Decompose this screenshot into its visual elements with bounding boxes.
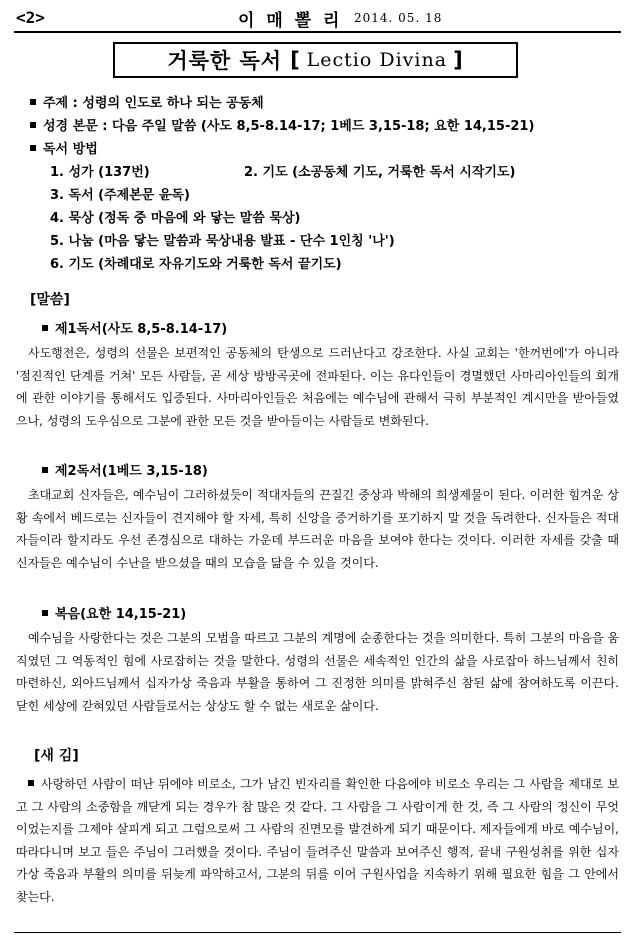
bullet-square-icon — [30, 145, 36, 151]
scripture-text: 성경 본문 : 다음 주일 말씀 (사도 8,5-8.14-17; 1베드 3,15-18; 요한 14,15-21) — [43, 119, 535, 134]
step-row — [30, 230, 620, 253]
theme-line — [30, 92, 620, 115]
step-item: 2. 기도 (소공동체 기도, 거룩한 독서 시작기도) — [244, 165, 516, 180]
reading-paragraph: 사도행전은, 성령의 선물은 보편적인 공동체의 탄생으로 드러난다고 강조한다. 사실 교회는 '한꺼번에'가 아니라 '점진적인 단계를 거쳐' 모든 사람들, 곧 세상 방방곡곳에 전파된다. 이는 유다인들이 경멸했던 사마리아인들의 회개에 관한 이야기를 통해서도 입증된다. 사마리아인들은 처음에는 예수님에 관해서 극히 부분적인 계시만을 받아들였으나, 성령의 도우심으로 그분에 관한 모든 것을 받아들이는 사람들로 변화된다. — [16, 346, 619, 428]
step-item: 1. 성가 (137번) — [50, 165, 150, 180]
bullet-square-icon — [42, 325, 48, 331]
page-number: <2> — [16, 8, 45, 27]
scripture-line — [30, 115, 620, 138]
step-row — [30, 207, 620, 230]
reading-heading-text: 제1독서(사도 8,5-8.14-17) — [55, 322, 228, 337]
title-bracket-close: ] — [453, 48, 464, 72]
word-section-label: [말씀] — [30, 292, 70, 308]
reading-heading-text: 복음(요한 14,15-21) — [55, 607, 187, 622]
reading-2-heading — [42, 460, 208, 479]
document-title — [113, 42, 518, 78]
step-item: 3. 독서 (주제본문 윤독) — [50, 188, 190, 203]
method-label-line — [30, 138, 620, 161]
reflection-body: 사랑하던 사람이 떠난 뒤에야 비로소, 그가 남긴 빈자리를 확인한 다음에야 비로소 우리는 그 사람을 제대로 보고 그 사람의 소중함을 깨닫게 되는 경우가 참 많은 것 같다. 그 사람을 그 사람이게 한 것, 즉 그 사람의 정신이 무엇이었는지를 그제야 살피게 되고 그럼으로써 그 사람의 진면모를 발견하게 되기 때문이다. 제자들에게 바로 예수님이, 따라다니며 보고 들은 주님이 그러했을 것이다. 주님이 들려주신 말씀과 보여주신 행적, 끝내 구원성취를 위한 십자가상 죽음과 부활의 의미를 뒤늦게 파악하고서, 그분의 뒤를 이어 구원사업을 지속하기 위해 필요한 힘을 그 안에서 찾는다. — [16, 777, 619, 904]
publication-title: 이 매 뽈 리 — [238, 11, 343, 31]
title-latin: Lectio Divina — [306, 49, 448, 71]
bottom-divider — [14, 932, 621, 933]
bullet-square-icon — [30, 99, 36, 105]
step-row — [30, 253, 620, 276]
page-header — [14, 6, 621, 32]
header-divider — [14, 31, 621, 33]
title-korean: 거룩한 독서 — [167, 49, 283, 73]
bullet-square-icon — [30, 122, 36, 128]
reading-2-text — [16, 484, 619, 574]
title-bracket-open: [ — [290, 48, 301, 72]
reading-paragraph: 예수님을 사랑한다는 것은 그분의 모범을 따르고 그분의 계명에 순종한다는 것을 의미한다. 특히 그분의 마음을 움직였던 그 역동적인 힘에 사로잡히는 것을 말한다. 성령의 선물은 세속적인 인간의 삶을 사로잡아 하느님께서 친히 마련하신, 외아드님께서 십자가상 죽음과 부활을 통하여 그 진정한 의미를 밝혀주신 참된 삶에 참여하도록 이끈다. 닫힌 세상에 갇혀있던 사람들로서는 상상도 할 수 없는 새로운 삶이다. — [16, 631, 619, 713]
info-block — [30, 92, 620, 276]
method-steps — [30, 161, 620, 276]
gospel-text — [16, 627, 619, 717]
publication-date: 2014. 05. 18 — [354, 11, 443, 25]
bullet-square-icon — [42, 610, 48, 616]
gospel-heading — [42, 603, 186, 622]
reading-paragraph: 초대교회 신자들은, 예수님이 그러하셨듯이 적대자들의 끈질긴 중상과 박해의 희생제물이 된다. 이러한 힘겨운 상황 속에서 베드로는 신자들이 견지해야 할 자세, 특히 신앙을 증거하기를 포기하지 말 것을 독려한다. 신자들은 적대자들이라 할지라도 우선 존경심으로 대하는 가운데 부드러운 마음을 보여야 한다는 것이다. 이러한 자세를 갖출 때 신자들은 예수님이 수난을 받으셨을 때의 모습을 닮을 수 있을 것이다. — [16, 488, 619, 570]
bullet-square-icon — [42, 467, 48, 473]
step-item: 6. 기도 (차례대로 자유기도와 거룩한 독서 끝기도) — [50, 257, 342, 272]
reflection-text — [16, 773, 619, 908]
reflection-section-label: [새 김] — [34, 748, 79, 764]
reading-1-heading — [42, 318, 227, 337]
step-row — [30, 184, 620, 207]
reading-heading-text: 제2독서(1베드 3,15-18) — [55, 464, 208, 479]
bullet-square-icon — [28, 780, 34, 786]
step-row — [30, 161, 620, 184]
step-item: 5. 나눔 (마음 닿는 말씀과 묵상내용 발표 - 단수 1인칭 '나') — [50, 234, 395, 249]
method-label: 독서 방법 — [43, 142, 98, 157]
reading-1-text — [16, 342, 619, 432]
reflection-paragraph — [16, 773, 619, 908]
theme-text: 주제 : 성령의 인도로 하나 되는 공동체 — [43, 96, 264, 111]
step-item: 4. 묵상 (정독 중 마음에 와 닿는 말씀 묵상) — [50, 211, 301, 226]
